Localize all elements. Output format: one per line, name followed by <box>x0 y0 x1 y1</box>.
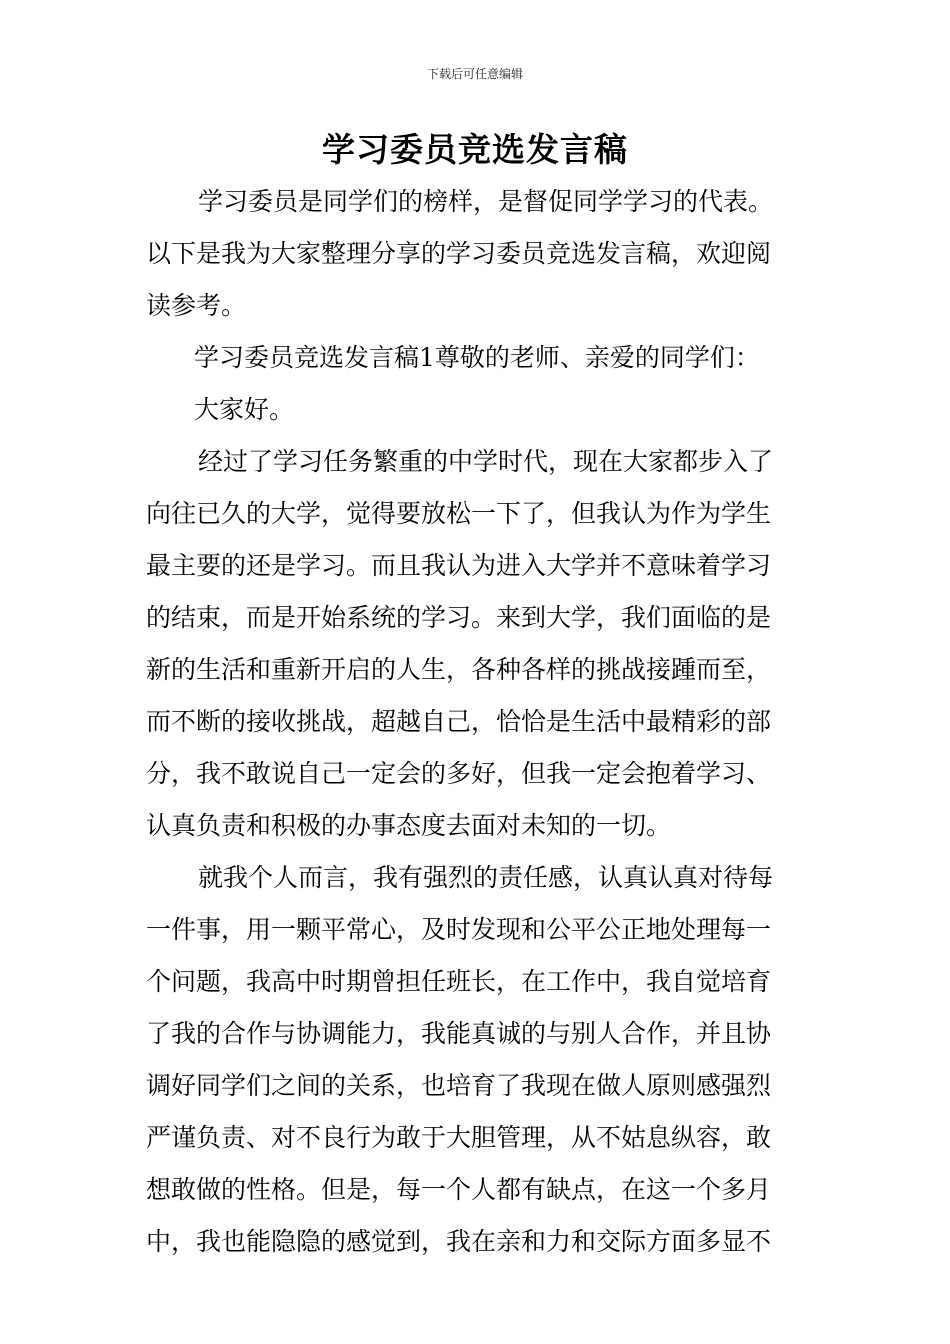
paragraph-line: 学习委员竞选发言稿1尊敬的老师、亲爱的同学们： <box>194 343 760 372</box>
paragraph-line: 向往已久的大学，觉得要放松一下了，但我认为作为学生 <box>146 499 772 528</box>
paragraph-line: 读参考。 <box>146 291 247 320</box>
paragraph-line: 调好同学们之间的关系，也培育了我现在做人原则感强烈 <box>146 1071 772 1100</box>
document-title: 学习委员竞选发言稿 <box>322 130 628 169</box>
header-note: 下载后可任意编辑 <box>426 67 523 81</box>
paragraph-line: 经过了学习任务繁重的中学时代，现在大家都步入了 <box>198 447 774 476</box>
paragraph-line: 以下是我为大家整理分享的学习委员竞选发言稿，欢迎阅 <box>146 239 772 268</box>
paragraph-line: 中，我也能隐隐的感觉到，我在亲和力和交际方面多显不 <box>146 1227 772 1256</box>
paragraph-line: 而不断的接收挑战，超越自己，恰恰是生活中最精彩的部 <box>146 707 772 736</box>
paragraph-line: 大家好。 <box>194 395 295 424</box>
paragraph-line: 个问题，我高中时期曾担任班长，在工作中，我自觉培育 <box>146 967 772 996</box>
paragraph-line: 新的生活和重新开启的人生，各种各样的挑战接踵而至， <box>146 655 772 684</box>
paragraph-line: 严谨负责、对不良行为敢于大胆管理，从不姑息纵容，敢 <box>146 1123 772 1152</box>
paragraph-line: 就我个人而言，我有强烈的责任感，认真认真对待每 <box>198 863 774 892</box>
paragraph-line: 的结束，而是开始系统的学习。来到大学，我们面临的是 <box>146 603 772 632</box>
paragraph-line: 了我的合作与协调能力，我能真诚的与别人合作，并且协 <box>146 1019 772 1048</box>
document-body <box>146 176 806 1268</box>
paragraph-line: 最主要的还是学习。而且我认为进入大学并不意味着学习 <box>146 551 772 580</box>
paragraph-line: 一件事，用一颗平常心，及时发现和公平公正地处理每一 <box>146 915 772 944</box>
paragraph-line: 学习委员是同学们的榜样，是督促同学学习的代表。 <box>198 187 774 216</box>
paragraph-line: 想敢做的性格。但是，每一个人都有缺点，在这一个多月 <box>146 1175 772 1204</box>
paragraph-line: 分，我不敢说自己一定会的多好，但我一定会抱着学习、 <box>146 759 772 788</box>
paragraph-line: 认真负责和积极的办事态度去面对未知的一切。 <box>146 811 672 840</box>
